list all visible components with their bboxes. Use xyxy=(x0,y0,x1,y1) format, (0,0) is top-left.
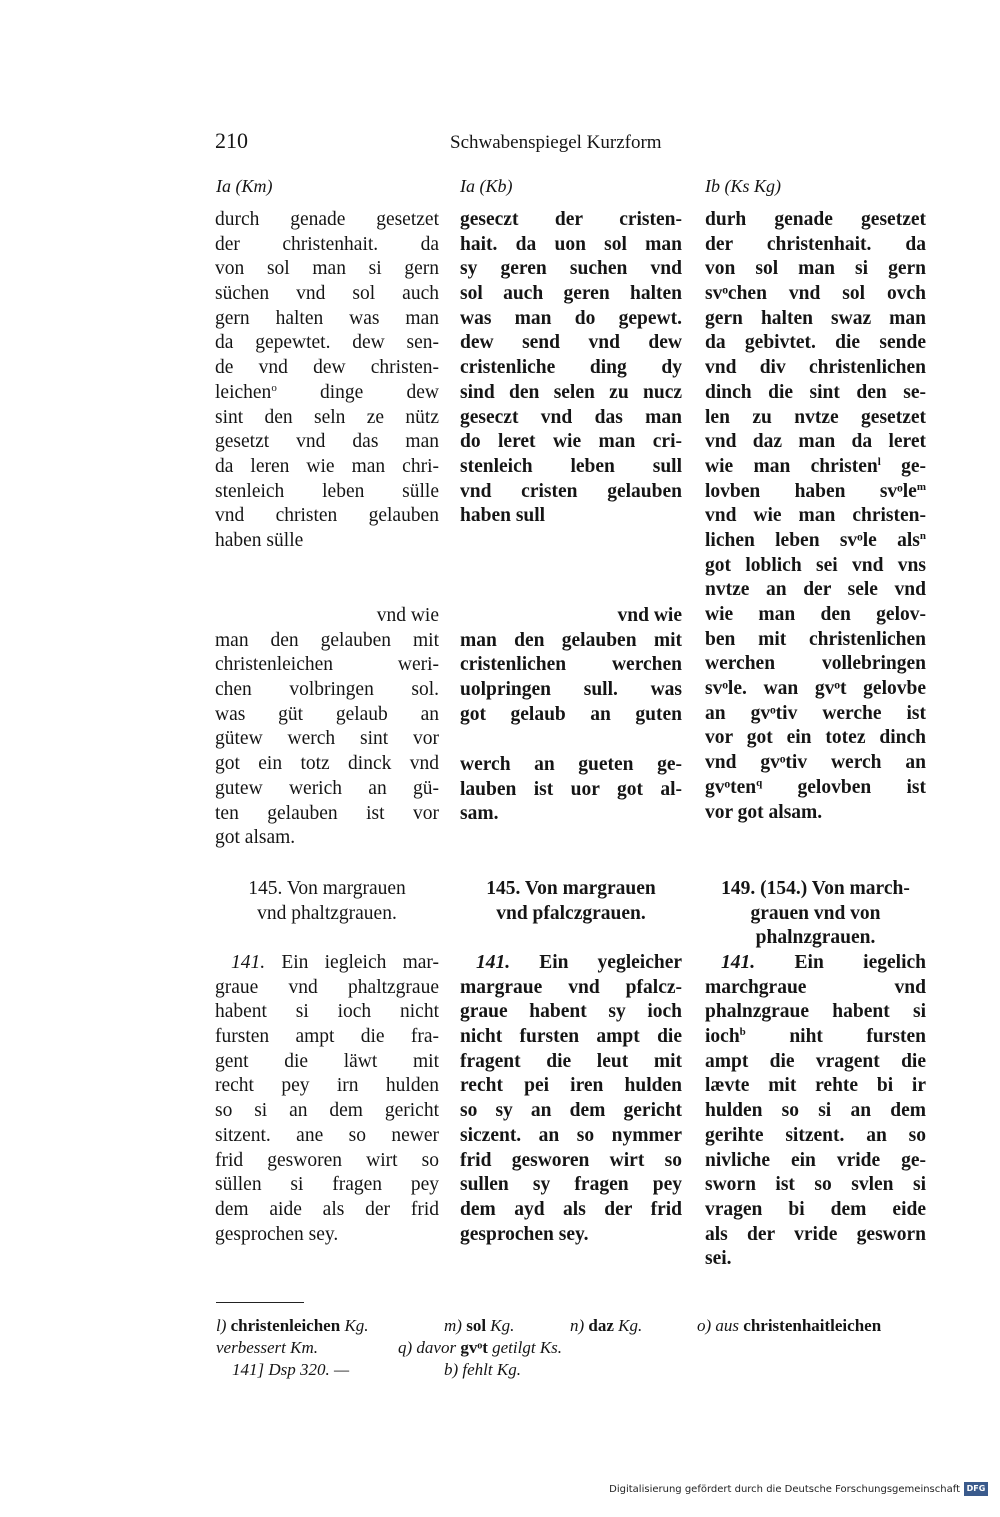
col2-text-block-2 xyxy=(460,604,682,727)
section-heading-line: vnd phaltzgrauen. xyxy=(257,902,397,924)
col3-text-block-2 xyxy=(705,951,926,1272)
footnote-mark: o) aus xyxy=(697,1316,740,1335)
text-line xyxy=(705,776,926,801)
text-line: graue habent sy ioch xyxy=(460,1001,682,1023)
text-line: geseczt vnd das man xyxy=(460,406,682,428)
text-line: vnd wie xyxy=(617,605,682,626)
text-line: got loblich sei vnd vns xyxy=(705,554,926,576)
footnote-o-continued: verbessert Km. xyxy=(216,1338,318,1357)
text-line: fragent die leut mit xyxy=(460,1050,682,1072)
text-line: vor got ein totez dinch xyxy=(705,727,926,749)
text-line: siczent. an so nymmer xyxy=(460,1124,682,1146)
text-line: gesprochen sey. xyxy=(460,1223,589,1245)
text-line: von sol man si gern xyxy=(215,258,439,280)
text-line: sind den selen zu nucz xyxy=(460,381,682,403)
text-line: do leret wie man cri- xyxy=(460,431,682,453)
text-line xyxy=(705,1025,926,1050)
text-line: ten gelauben ist vor xyxy=(215,802,439,824)
text-line: dinch die sint den se- xyxy=(705,381,926,403)
text-line: so sy an dem gericht xyxy=(460,1100,682,1122)
text-line: da gebivtet. die sende xyxy=(705,332,926,354)
text-line: süchen vnd sol auch xyxy=(215,283,439,305)
section-heading-line: grauen vnd von xyxy=(750,902,881,924)
text-line: sworn ist so svlen si xyxy=(705,1174,926,1196)
paragraph-number: 141. xyxy=(476,952,511,973)
text-line: nvtze an der sele vnd xyxy=(705,579,926,601)
text-line: gesprochen sey. xyxy=(215,1223,339,1245)
footnote-reference-141: 141] Dsp 320. — xyxy=(232,1360,350,1379)
text-line: christenleichen weri- xyxy=(215,654,439,676)
text-line xyxy=(705,529,926,554)
text-line: cristenlichen werchen xyxy=(460,654,682,676)
text-line xyxy=(705,480,926,505)
column-heading-ib-ks-kg: Ib (Ks Kg) xyxy=(705,176,781,196)
text-line: vnd wie xyxy=(376,605,439,626)
text-line: sam. xyxy=(460,803,499,825)
text-fragment: lovben haben svͦle xyxy=(705,480,917,502)
col2-section-heading xyxy=(460,877,682,926)
text-line: an gvͦtiv werche ist xyxy=(705,702,926,724)
text-line: gent die läwt mit xyxy=(215,1050,439,1072)
text-line: was man do gepewt. xyxy=(460,307,682,329)
running-title: Schwabenspiegel Kurzform xyxy=(450,132,662,153)
text-line: marchgraue vnd xyxy=(705,976,926,998)
text-line: sol auch geren halten xyxy=(460,283,682,305)
text-line: gern halten was man xyxy=(215,307,439,329)
text-fragment: leichen xyxy=(215,381,272,403)
text-line: cristenliche ding dy xyxy=(460,357,682,379)
footnote-o xyxy=(697,1315,881,1337)
footnote-source: getilgt Ks. xyxy=(492,1338,563,1357)
footnote-l xyxy=(216,1315,369,1337)
text-line: haben sülle xyxy=(215,529,304,551)
text-line: sy geren suchen vnd xyxy=(460,258,682,280)
text-line: haben sull xyxy=(460,505,546,527)
text-fragment: gvͦten xyxy=(705,776,757,798)
col2-text-block-3 xyxy=(460,753,682,827)
footnote-marker: q xyxy=(756,776,763,789)
text-line: gutew werich an gü- xyxy=(215,777,439,799)
text-line: habent si ioch nicht xyxy=(215,1001,439,1023)
footnote-word: daz xyxy=(588,1316,614,1335)
footnote-marker: l xyxy=(877,455,881,468)
footnote-marker: n xyxy=(919,529,926,542)
text-fragment: Ein yegleicher xyxy=(539,952,682,973)
footnote-marker: b xyxy=(739,1026,746,1039)
column-heading-ia-kb: Ia (Kb) xyxy=(460,176,513,196)
text-line xyxy=(460,951,682,976)
text-line: ampt die vragent die xyxy=(705,1050,926,1072)
text-line: werchen vollebringen xyxy=(705,653,926,675)
col1-text-block-2 xyxy=(215,604,439,851)
footnote-source: Kg. xyxy=(618,1316,643,1335)
page-number: 210 xyxy=(215,128,248,153)
digitization-note: Digitalisierung gefördert durch die Deutsche Forschungsgemeinschaft xyxy=(609,1484,960,1495)
text-line: nicht fursten ampt die xyxy=(460,1026,682,1048)
col1-section-heading xyxy=(215,877,439,926)
text-line: da leren wie man chri- xyxy=(215,455,439,477)
section-heading-line: vnd pfalczgrauen. xyxy=(496,902,646,924)
text-line: so si an dem gericht xyxy=(215,1100,439,1122)
col1-text-block-3 xyxy=(215,951,439,1247)
text-line: was güt gelaub an xyxy=(215,703,439,725)
text-line: phalnzgraue habent si xyxy=(705,1001,926,1023)
footnote-word: sol xyxy=(466,1316,487,1335)
footnote-m xyxy=(444,1315,514,1337)
paragraph-number: 141. xyxy=(231,952,266,973)
text-line: vor got alsam. xyxy=(705,801,823,823)
text-line: der christenhait. da xyxy=(215,233,439,255)
text-line: uolpringen sull. was xyxy=(460,679,682,701)
text-line: stenleich leben sull xyxy=(460,455,682,477)
text-line: vnd cristen gelauben xyxy=(460,480,682,502)
text-line: nivliche ein vride ge- xyxy=(705,1149,926,1171)
section-heading-line: 149. (154.) Von march- xyxy=(721,878,910,899)
paragraph-number: 141. xyxy=(721,952,756,973)
text-fragment: ge- xyxy=(901,455,926,477)
text-line: sitzent. ane so newer xyxy=(215,1124,439,1146)
text-line: sei. xyxy=(705,1248,732,1270)
text-line: gütew werch sint vor xyxy=(215,728,439,750)
column-heading-ia-km: Ia (Km) xyxy=(216,176,273,196)
text-line: süllen si fragen pey xyxy=(215,1174,439,1196)
footnote-source: Kg. xyxy=(344,1316,369,1335)
text-fragment: gelovben ist xyxy=(797,776,927,798)
text-line: de vnd dew christen- xyxy=(215,357,439,379)
text-fragment: Ein iegelich xyxy=(794,952,926,973)
footnote-word: christenleichen xyxy=(230,1316,341,1335)
footnote-marker: m xyxy=(916,480,926,493)
col3-text-block-1 xyxy=(705,208,926,825)
text-line: vnd div christenlichen xyxy=(705,357,926,379)
text-line: svͦle. wan gvͦt gelovbe xyxy=(705,678,926,700)
text-line: got ein totz dinck vnd xyxy=(215,753,439,775)
text-line: stenleich leben sülle xyxy=(215,480,439,502)
text-line: man den gelauben mit xyxy=(215,629,439,651)
footnote-mark: n) xyxy=(570,1316,585,1335)
text-line: hait. da uon sol man xyxy=(460,233,682,255)
text-line: sullen sy fragen pey xyxy=(460,1174,682,1196)
text-line: graue vnd phaltzgraue xyxy=(215,976,439,998)
footnote-q xyxy=(398,1337,562,1359)
footnote-marker: o xyxy=(271,381,277,394)
text-line: vnd wie man christen- xyxy=(705,505,926,527)
text-line: durch genade gesetzet xyxy=(215,209,439,230)
text-line: lævte mit rehte bi ir xyxy=(705,1075,926,1097)
text-line: hulden so si an dem xyxy=(705,1100,926,1122)
footnote-b: b) fehlt Kg. xyxy=(444,1360,521,1379)
text-line: got alsam. xyxy=(215,827,296,849)
text-line xyxy=(705,951,926,976)
text-line: vnd christen gelauben xyxy=(215,505,439,527)
footnote-word: gvͦt xyxy=(460,1338,488,1357)
text-line xyxy=(705,455,926,480)
section-heading-line: 145. Von margrauen xyxy=(248,878,406,899)
text-line: chen volbringen sol. xyxy=(215,679,439,701)
text-line: vnd daz man da leret xyxy=(705,431,926,453)
text-line: recht pey irn hulden xyxy=(215,1075,439,1097)
text-line: got gelaub an guten xyxy=(460,703,682,725)
text-line: als der vride gesworn xyxy=(705,1223,926,1245)
text-line: der christenhait. da xyxy=(705,233,926,255)
text-line: vnd gvͦtiv werch an xyxy=(705,752,926,774)
text-line: len zu nvtze gesetzet xyxy=(705,406,926,428)
text-line: sint den seln ze nütz xyxy=(215,406,439,428)
col2-text-block-4 xyxy=(460,951,682,1247)
text-line xyxy=(215,951,439,976)
text-line: werch an gueten ge- xyxy=(460,754,682,775)
col3-section-heading xyxy=(705,877,926,951)
section-heading-line: 145. Von margrauen xyxy=(486,878,656,899)
dfg-logo: DFG xyxy=(964,1482,988,1496)
footnote-source: Kg. xyxy=(490,1316,515,1335)
text-line: ben mit christenlichen xyxy=(705,628,926,650)
text-line: dem ayd als der frid xyxy=(460,1198,682,1220)
text-line: gesetzt vnd das man xyxy=(215,431,439,453)
text-line: von sol man si gern xyxy=(705,258,926,280)
text-line: wie man den gelov- xyxy=(705,604,926,625)
section-heading-line: phalnzgrauen. xyxy=(755,927,876,949)
footnote-divider xyxy=(216,1302,304,1303)
text-line: fursten ampt die fra- xyxy=(215,1026,439,1048)
text-line: vragen bi dem eide xyxy=(705,1198,926,1220)
col1-text-block-1 xyxy=(215,208,439,554)
footnote-mark: q) davor xyxy=(398,1338,457,1357)
text-line: dem aide als der frid xyxy=(215,1198,439,1220)
text-line xyxy=(215,381,439,406)
text-fragment: dinge dew xyxy=(320,381,439,403)
footnote-word: christenhaitleichen xyxy=(743,1316,882,1335)
text-line: gerihte sitzent. an so xyxy=(705,1124,926,1146)
text-fragment: lichen leben svͦle als xyxy=(705,529,920,551)
text-line: recht pei iren hulden xyxy=(460,1075,682,1097)
text-line: margraue vnd pfalcz- xyxy=(460,976,682,998)
text-line: da gepewtet. dew sen- xyxy=(215,332,439,354)
text-line: lauben ist uor got al- xyxy=(460,778,682,800)
footnote-mark: l) xyxy=(216,1316,227,1335)
text-fragment: wie man christen xyxy=(705,455,878,477)
footnote-n xyxy=(570,1315,642,1337)
text-line: gern halten swaz man xyxy=(705,307,926,329)
col2-text-block-1 xyxy=(460,208,682,529)
text-fragment: ioch xyxy=(705,1026,740,1048)
text-line: frid gesworen wirt so xyxy=(215,1149,439,1171)
text-line: dew send vnd dew xyxy=(460,332,682,354)
text-line: svͦchen vnd sol ovch xyxy=(705,283,926,305)
text-fragment: niht fursten xyxy=(789,1026,926,1048)
text-line: durh genade gesetzet xyxy=(705,209,926,230)
text-line: geseczt der cristen- xyxy=(460,209,682,230)
text-line: man den gelauben mit xyxy=(460,629,682,651)
footnote-mark: m) xyxy=(444,1316,462,1335)
text-fragment: Ein iegleich mar- xyxy=(281,952,439,973)
text-line: frid gesworen wirt so xyxy=(460,1149,682,1171)
